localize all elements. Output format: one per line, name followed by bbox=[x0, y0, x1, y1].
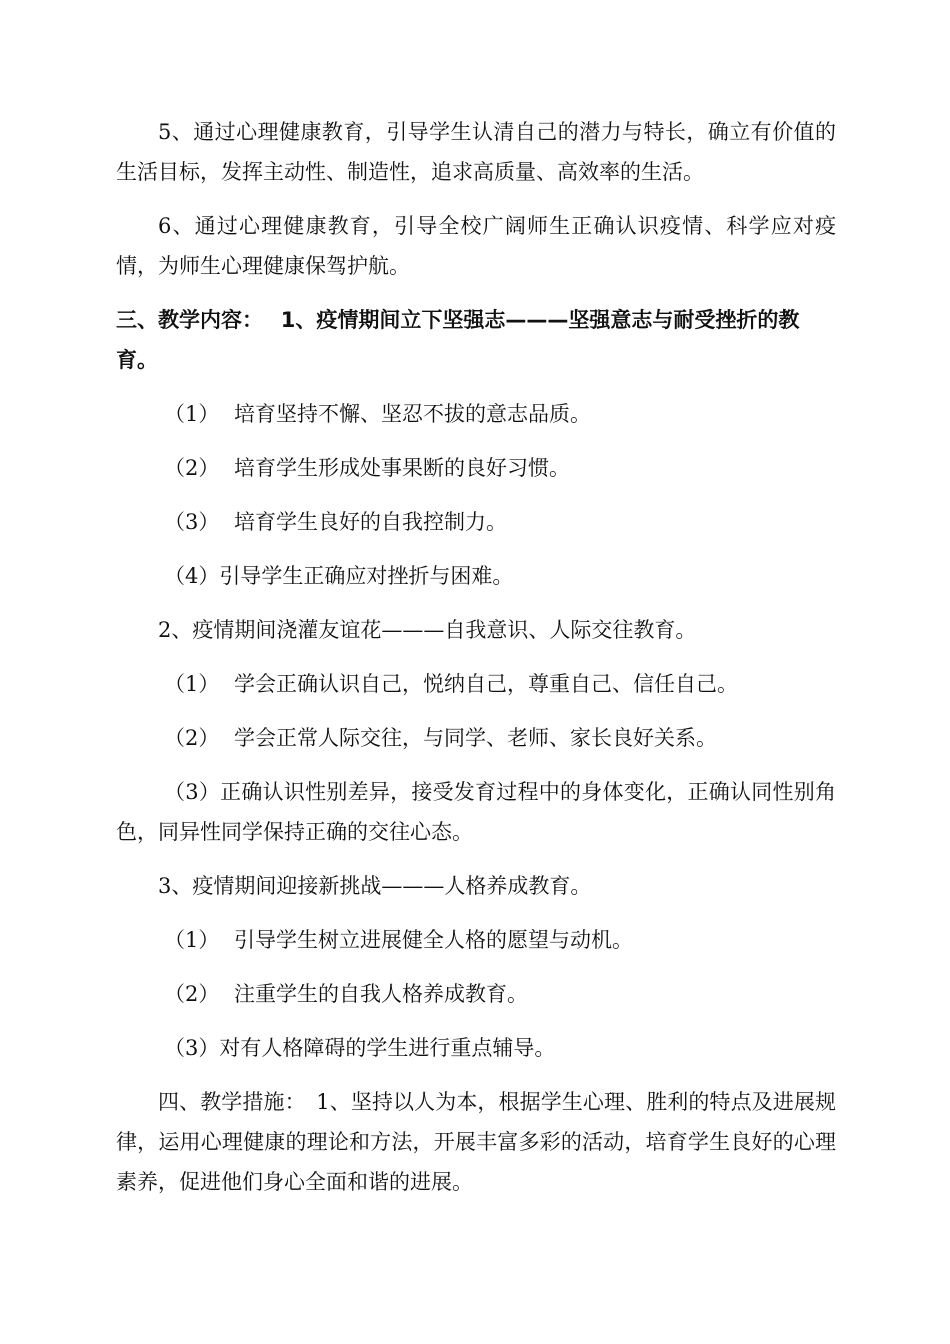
list-item bbox=[116, 920, 836, 960]
list-item bbox=[116, 718, 836, 758]
item-text: 培育学生形成处事果断的良好习惯。 bbox=[234, 456, 570, 480]
item-text: 注重学生的自我人格养成教育。 bbox=[234, 982, 528, 1006]
list-item bbox=[116, 448, 836, 488]
list-item: （3）对有人格障碍的学生进行重点辅导。 bbox=[164, 1036, 556, 1060]
content-group-2 bbox=[116, 664, 836, 852]
content-group-1 bbox=[116, 394, 836, 596]
paragraph-goal-6: 6、通过心理健康教育，引导全校广阔师生正确认识疫情、科学应对疫情，为师生心理健康保驾护航。 bbox=[116, 214, 836, 278]
item-text: 培育坚持不懈、坚忍不拔的意志品质。 bbox=[234, 402, 591, 426]
content-group-3-title: 3、疫情期间迎接新挑战———人格养成教育。 bbox=[158, 874, 592, 898]
paragraph-goal-5: 5、通过心理健康教育，引导学生认清自己的潜力与特长，确立有价值的生活目标，发挥主动性、制造性，追求高质量、高效率的生活。 bbox=[116, 120, 836, 184]
content-group-3 bbox=[116, 920, 836, 1068]
item-number: （1） bbox=[164, 672, 220, 696]
document-page bbox=[116, 112, 836, 1202]
list-item bbox=[116, 974, 836, 1014]
section-heading-teaching-content: 三、教学内容： 1、疫情期间立下坚强志———坚强意志与耐受挫折的教育。 bbox=[116, 308, 800, 372]
item-text: 学会正常人际交往，与同学、老师、家长良好关系。 bbox=[234, 726, 717, 750]
list-item: （3）正确认识性别差异，接受发育过程中的身体变化，正确认同性别角色，同异性同学保持正确的交往心态。 bbox=[116, 780, 836, 844]
item-number: （1） bbox=[164, 928, 220, 952]
list-item bbox=[116, 664, 836, 704]
section-teaching-measures: 四、教学措施： 1、坚持以人为本，根据学生心理、胜利的特点及进展规律，运用心理健康的理论和方法，开展丰富多彩的活动，培育学生良好的心理素养，促进他们身心全面和谐的进展。 bbox=[116, 1090, 836, 1194]
item-number: （2） bbox=[164, 726, 220, 750]
item-number: （3） bbox=[164, 510, 220, 534]
list-item bbox=[116, 394, 836, 434]
item-text: 学会正确认识自己，悦纳自己，尊重自己、信任自己。 bbox=[234, 672, 738, 696]
item-number: （2） bbox=[164, 456, 220, 480]
item-number: （1） bbox=[164, 402, 220, 426]
item-text: 引导学生树立进展健全人格的愿望与动机。 bbox=[234, 928, 633, 952]
item-text: 培育学生良好的自我控制力。 bbox=[234, 510, 507, 534]
item-number: （2） bbox=[164, 982, 220, 1006]
content-group-2-title: 2、疫情期间浇灌友谊花———自我意识、人际交往教育。 bbox=[158, 618, 697, 642]
list-item bbox=[116, 502, 836, 542]
list-item: （4）引导学生正确应对挫折与困难。 bbox=[164, 564, 514, 588]
